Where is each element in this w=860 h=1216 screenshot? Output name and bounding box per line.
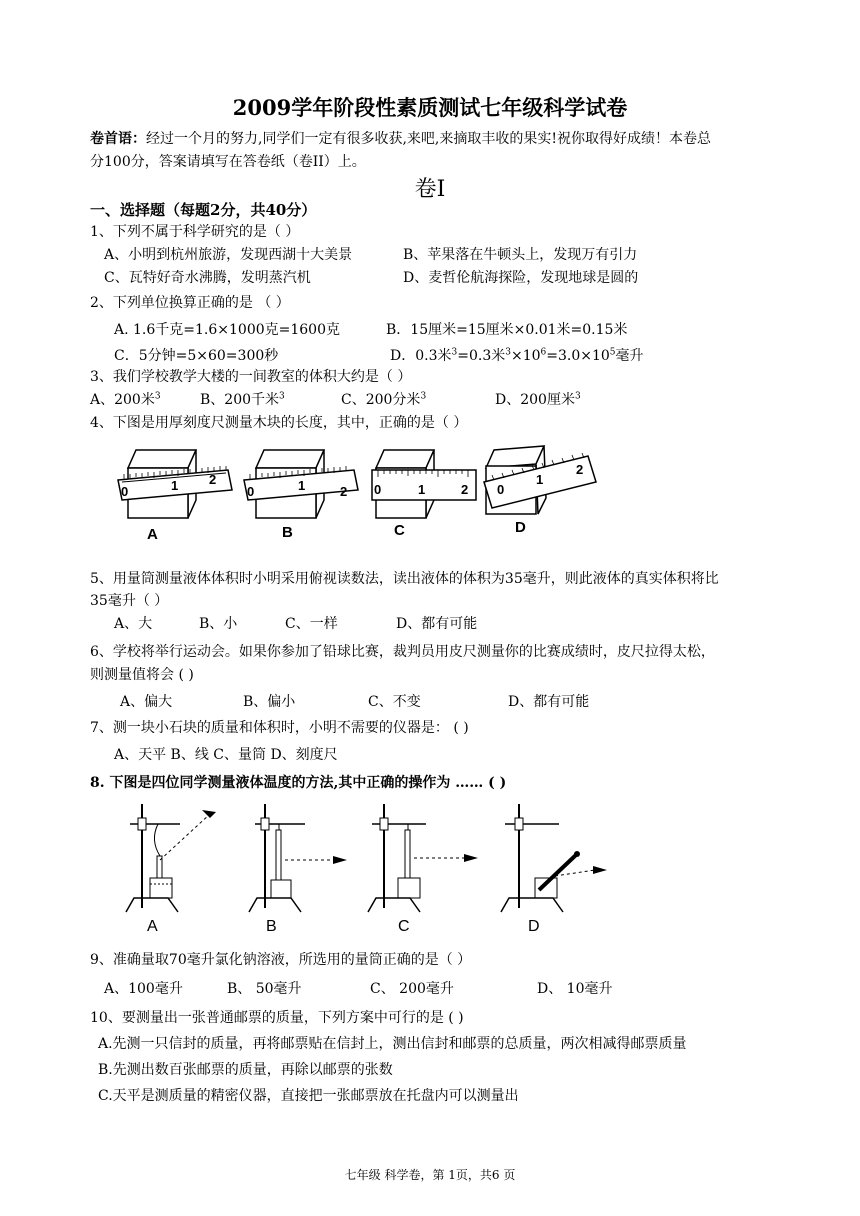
q9-stem: 9、准确量取70毫升氯化钠溶液，所选用的量筒正确的是（ ） bbox=[90, 952, 472, 968]
q8-stem: 8. 下图是四位同学测量液体温度的方法,其中正确的操作为 …… ( ) bbox=[90, 775, 507, 791]
q9-option-c: C、 200毫升 bbox=[370, 981, 454, 997]
q8-figure-a bbox=[120, 800, 230, 915]
q1-option-d: D、麦哲伦航海探险，发现地球是圆的 bbox=[403, 270, 639, 286]
q7-stem: 7、测一块小石块的质量和体积时，小明不需要的仪器是： ( ) bbox=[90, 720, 469, 736]
q4-stem: 4、下图是用厚刻度尺测量木块的长度，其中，正确的是（ ） bbox=[90, 415, 468, 431]
q5-option-a: A、大 bbox=[114, 616, 153, 632]
q3-d-sup: 3 bbox=[574, 391, 581, 402]
q1-option-a: A、小明到杭州旅游，发现西湖十大美景 bbox=[104, 247, 353, 263]
page-footer: 七年级 科学卷，第 1页，共6 页 bbox=[344, 1168, 516, 1182]
q9-option-b: B、 50毫升 bbox=[227, 981, 302, 997]
q2-d-part1: D．0.3米 bbox=[390, 348, 452, 364]
q3-d-text: D、200厘米 bbox=[495, 392, 575, 408]
q4b-tick-1: 1 bbox=[298, 478, 306, 493]
q8-label-d: D bbox=[528, 918, 540, 935]
q7-options: A、天平 B、线 C、量筒 D、刻度尺 bbox=[114, 747, 338, 763]
q4a-tick-2: 2 bbox=[209, 472, 217, 487]
q8-figure-c bbox=[370, 800, 490, 915]
q3-b-sup: 3 bbox=[279, 391, 285, 402]
q5-stem-line1: 5、用量筒测量液体体积时小明采用俯视读数法，读出液体的体积为35毫升，则此液体的真实体积将比 bbox=[90, 571, 719, 587]
q1-option-b: B、苹果落在牛顿头上，发现万有引力 bbox=[403, 247, 638, 263]
q2-d-part3: ×10 bbox=[510, 348, 541, 364]
q3-c-text: C、200分米 bbox=[341, 392, 421, 408]
page-title: 2009学年阶段性素质测试七年级科学试卷 bbox=[232, 95, 628, 120]
q2-d-part5: 毫升 bbox=[615, 348, 644, 364]
q4a-tick-1: 1 bbox=[171, 478, 179, 493]
q2-d-sup1: 3 bbox=[451, 347, 458, 358]
q4b-tick-0: 0 bbox=[247, 484, 255, 499]
q5-option-b: B、小 bbox=[199, 616, 238, 632]
q2-d-sup2: 3 bbox=[505, 347, 511, 358]
q3-a-sup: 3 bbox=[154, 391, 161, 402]
q2-d-part2: =0.3米 bbox=[457, 348, 506, 364]
q1-stem: 1、下列不属于科学研究的是（ ） bbox=[90, 224, 300, 240]
q10-option-a: A.先测一只信封的质量，再将邮票贴在信封上，测出信封和邮票的总质量，两次相减得邮票质量 bbox=[98, 1036, 687, 1052]
q10-option-c: C.天平是测质量的精密仪器，直接把一张邮票放在托盘内可以测量出 bbox=[98, 1088, 519, 1104]
q4c-tick-1: 1 bbox=[418, 482, 426, 497]
preface-line2: 分100分，答案请填写在答卷纸（卷II）上。 bbox=[90, 154, 366, 170]
q6-option-d: D、都有可能 bbox=[508, 694, 590, 710]
q6-stem-line2: 则测量值将会 ( ) bbox=[90, 667, 194, 683]
q3-b-text: B、200千米 bbox=[200, 392, 280, 408]
q10-option-b: B.先测出数百张邮票的质量，再除以邮票的张数 bbox=[98, 1062, 393, 1078]
q10-stem: 10、要测量出一张普通邮票的质量，下列方案中可行的是 ( ) bbox=[90, 1010, 464, 1026]
q4a-tick-0: 0 bbox=[121, 484, 129, 499]
q5-stem-line2: 35毫升（ ） bbox=[90, 593, 169, 609]
q4d-tick-0: 0 bbox=[497, 482, 505, 497]
q2-option-a: A. 1.6千克=1.6×1000克=1600克 bbox=[114, 322, 340, 338]
q8-label-a: A bbox=[147, 918, 158, 935]
preface-label: 卷首语： bbox=[90, 131, 146, 147]
section-heading: 一、选择题（每题2分，共40分） bbox=[90, 201, 317, 219]
q4-label-d: D bbox=[515, 519, 526, 536]
q1-option-c: C、瓦特好奇水沸腾，发明蒸汽机 bbox=[104, 270, 311, 286]
q4-label-c: C bbox=[394, 522, 405, 539]
q9-option-a: A、100毫升 bbox=[104, 981, 183, 997]
q4-label-b: B bbox=[282, 524, 293, 541]
q2-d-part4: =3.0×10 bbox=[546, 348, 610, 364]
q9-option-d: D、 10毫升 bbox=[537, 981, 613, 997]
q4-label-a: A bbox=[147, 526, 158, 543]
q2-option-b: B．15厘米=15厘米×0.01米=0.15米 bbox=[386, 322, 628, 338]
q6-option-c: C、不变 bbox=[368, 694, 421, 710]
preface-line1: 经过一个月的努力,同学们一定有很多收获,来吧,来摘取丰收的果实!祝你取得好成绩！本卷总 bbox=[146, 131, 711, 147]
q5-option-c: C、一样 bbox=[285, 616, 338, 632]
q4c-tick-2: 2 bbox=[461, 482, 469, 497]
q5-option-d: D、都有可能 bbox=[396, 616, 478, 632]
q8-label-b: B bbox=[266, 918, 277, 935]
q2-d-sup4: 5 bbox=[609, 347, 616, 358]
q6-option-b: B、偏小 bbox=[243, 694, 296, 710]
q8-figure-d bbox=[495, 800, 620, 915]
q4b-tick-2: 2 bbox=[340, 484, 348, 499]
q4d-tick-2: 2 bbox=[576, 462, 584, 477]
q3-a-text: A、200米 bbox=[90, 392, 155, 408]
q2-d-sup3: 6 bbox=[540, 347, 547, 358]
q6-option-a: A、偏大 bbox=[120, 694, 173, 710]
q3-stem: 3、我们学校教学大楼的一间教室的体积大约是（ ） bbox=[90, 369, 412, 385]
q4d-tick-1: 1 bbox=[536, 472, 544, 487]
q6-stem-line1: 6、学校将举行运动会。如果你参加了铅球比赛，裁判员用皮尺测量你的比赛成绩时，皮尺拉得太松， bbox=[90, 644, 715, 660]
q3-c-sup: 3 bbox=[420, 391, 427, 402]
q8-label-c: C bbox=[398, 918, 410, 935]
q8-figure-b bbox=[245, 800, 355, 915]
q2-option-c: C．5分钟=5×60=300秒 bbox=[114, 348, 279, 364]
q2-stem: 2、下列单位换算正确的是 （ ） bbox=[90, 295, 290, 311]
q4c-tick-0: 0 bbox=[374, 482, 382, 497]
volume-heading: 卷Ⅰ bbox=[414, 177, 446, 202]
